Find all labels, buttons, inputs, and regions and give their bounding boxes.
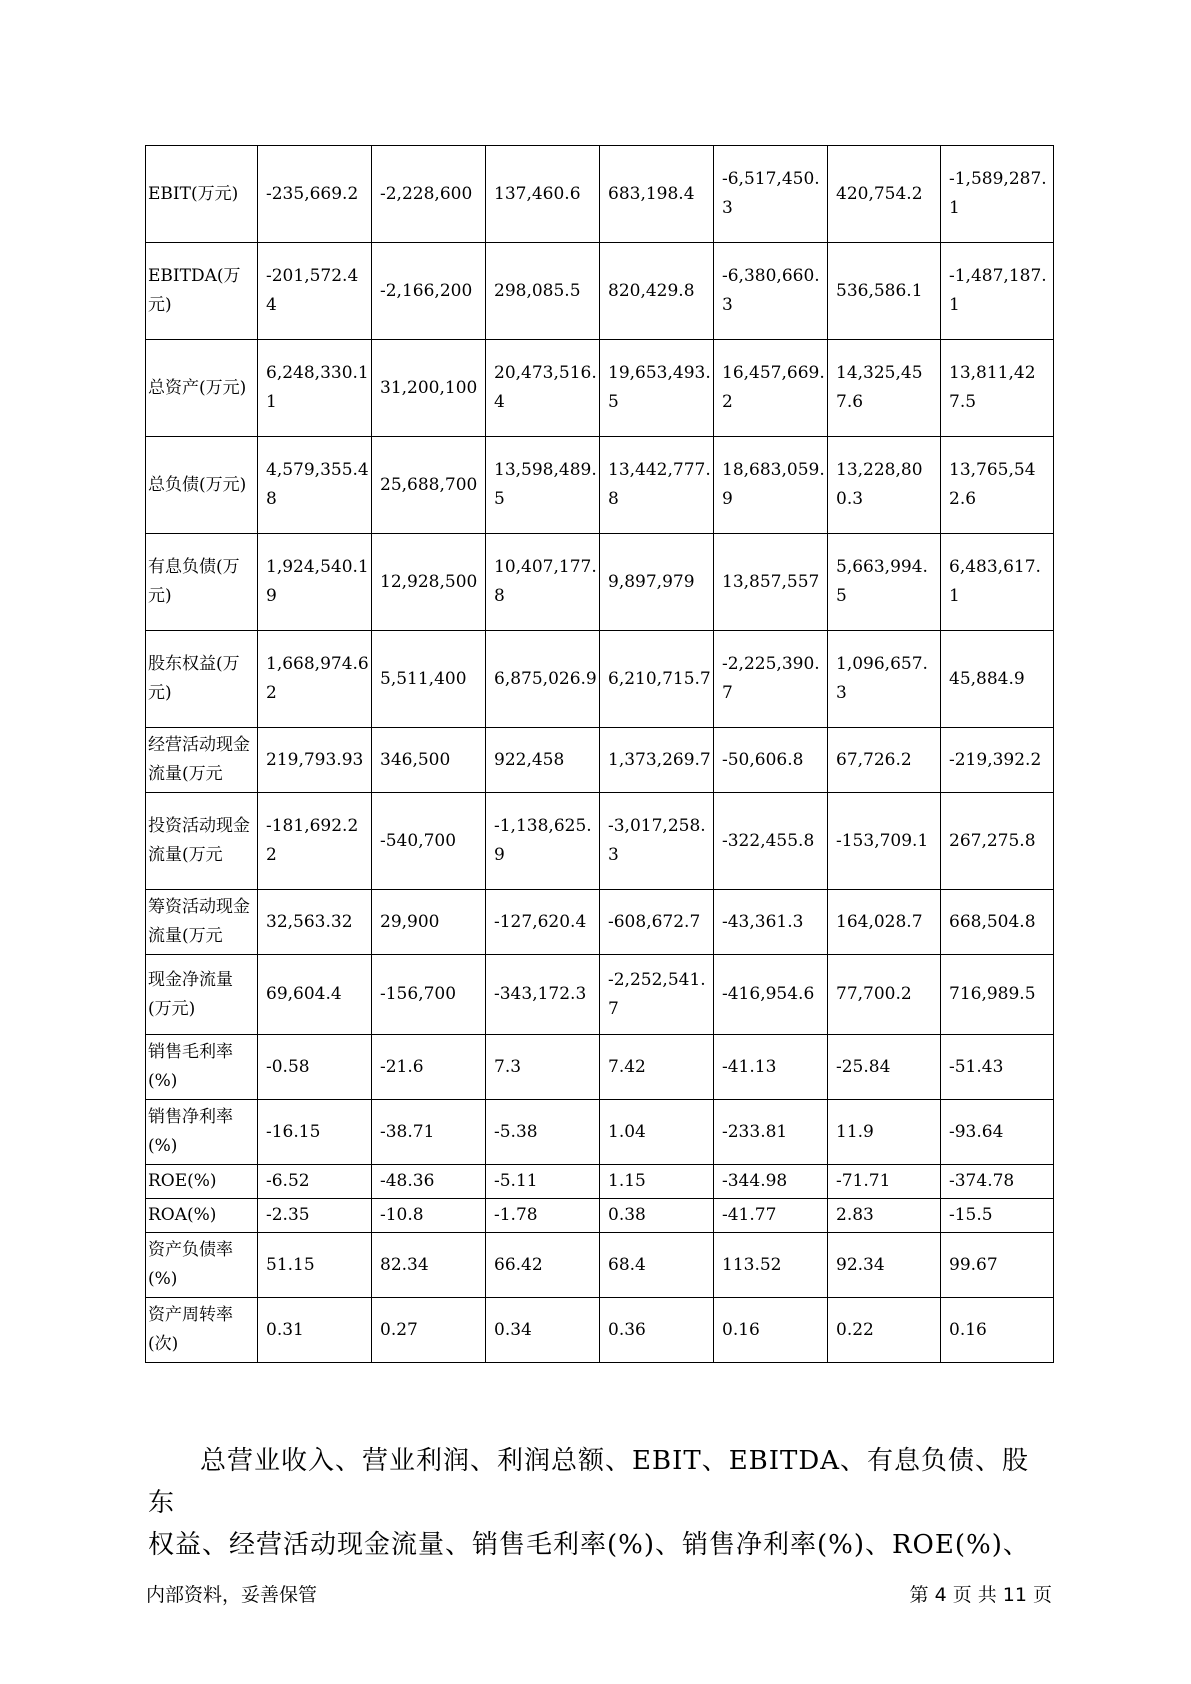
table-cell: 0.36 <box>600 1298 714 1363</box>
table-cell: -219,392.2 <box>941 728 1054 793</box>
footer-confidential-note: 内部资料，妥善保管 <box>146 1584 318 1606</box>
table-cell: 11.9 <box>828 1100 941 1165</box>
table-row <box>146 793 1054 890</box>
table-cell: -38.71 <box>372 1100 486 1165</box>
table-cell: -1.78 <box>486 1199 600 1233</box>
table-row <box>146 146 1054 243</box>
table-cell: 267,275.8 <box>941 793 1054 890</box>
table-cell: 16,457,669.2 <box>714 340 828 437</box>
table-cell: -2.35 <box>258 1199 372 1233</box>
table-cell: -1,589,287.1 <box>941 146 1054 243</box>
table-cell: 298,085.5 <box>486 243 600 340</box>
table-cell: 1,668,974.62 <box>258 631 372 728</box>
table-cell: 536,586.1 <box>828 243 941 340</box>
table-row <box>146 1298 1054 1363</box>
table-cell: 7.42 <box>600 1035 714 1100</box>
table-cell: -2,252,541.7 <box>600 955 714 1035</box>
table-cell: -16.15 <box>258 1100 372 1165</box>
table-cell: -6,517,450.3 <box>714 146 828 243</box>
table-cell: -416,954.6 <box>714 955 828 1035</box>
table-cell: -41.77 <box>714 1199 828 1233</box>
table-cell: -10.8 <box>372 1199 486 1233</box>
table-cell: 0.16 <box>714 1298 828 1363</box>
table-cell: 9,897,979 <box>600 534 714 631</box>
table-cell: 6,248,330.11 <box>258 340 372 437</box>
table-cell: 1.15 <box>600 1165 714 1199</box>
table-row <box>146 890 1054 955</box>
table-cell: 69,604.4 <box>258 955 372 1035</box>
table-cell: -181,692.22 <box>258 793 372 890</box>
row-label: 资产周转率(次) <box>146 1298 258 1363</box>
table-cell: -374.78 <box>941 1165 1054 1199</box>
body-paragraph <box>148 1440 1048 1566</box>
table-cell: 6,875,026.9 <box>486 631 600 728</box>
table-cell: 31,200,100 <box>372 340 486 437</box>
row-label: 经营活动现金流量(万元 <box>146 728 258 793</box>
table-row <box>146 1199 1054 1233</box>
row-label: 销售净利率(%) <box>146 1100 258 1165</box>
table-cell: 29,900 <box>372 890 486 955</box>
table-cell: -344.98 <box>714 1165 828 1199</box>
row-label: EBIT(万元) <box>146 146 258 243</box>
table-row <box>146 1233 1054 1298</box>
table-cell: -201,572.44 <box>258 243 372 340</box>
table-cell: 1,373,269.7 <box>600 728 714 793</box>
table-cell: -540,700 <box>372 793 486 890</box>
row-label: 现金净流量(万元) <box>146 955 258 1035</box>
table-cell: -2,228,600 <box>372 146 486 243</box>
table-cell: -25.84 <box>828 1035 941 1100</box>
table-cell: 12,928,500 <box>372 534 486 631</box>
table-cell: -0.58 <box>258 1035 372 1100</box>
row-label: 总负债(万元) <box>146 437 258 534</box>
table-cell: -6,380,660.3 <box>714 243 828 340</box>
table-cell: 82.34 <box>372 1233 486 1298</box>
table-cell: 45,884.9 <box>941 631 1054 728</box>
table-cell: -6.52 <box>258 1165 372 1199</box>
table-cell: 18,683,059.9 <box>714 437 828 534</box>
paragraph-line-1-text: 总营业收入、营业利润、利润总额、EBIT、EBITDA、有息负债、股东 <box>148 1446 1030 1518</box>
table-row <box>146 631 1054 728</box>
table-cell: -21.6 <box>372 1035 486 1100</box>
table-cell: 77,700.2 <box>828 955 941 1035</box>
table-cell: 0.27 <box>372 1298 486 1363</box>
row-label: 投资活动现金流量(万元 <box>146 793 258 890</box>
table-cell: 6,483,617.1 <box>941 534 1054 631</box>
table-cell: -3,017,258.3 <box>600 793 714 890</box>
table-cell: -1,487,187.1 <box>941 243 1054 340</box>
row-label: 股东权益(万元) <box>146 631 258 728</box>
table-cell: 137,460.6 <box>486 146 600 243</box>
table-cell: 346,500 <box>372 728 486 793</box>
table-cell: 13,765,542.6 <box>941 437 1054 534</box>
table-cell: -48.36 <box>372 1165 486 1199</box>
row-label: 销售毛利率(%) <box>146 1035 258 1100</box>
table-cell: 10,407,177.8 <box>486 534 600 631</box>
table-cell: 0.22 <box>828 1298 941 1363</box>
row-label: EBITDA(万元) <box>146 243 258 340</box>
table-cell: 13,228,800.3 <box>828 437 941 534</box>
table-cell: 0.16 <box>941 1298 1054 1363</box>
table-cell: 1,096,657.3 <box>828 631 941 728</box>
table-cell: 92.34 <box>828 1233 941 1298</box>
table-cell: -50,606.8 <box>714 728 828 793</box>
table-cell: -156,700 <box>372 955 486 1035</box>
table-cell: -608,672.7 <box>600 890 714 955</box>
table-cell: -233.81 <box>714 1100 828 1165</box>
table-cell: 13,442,777.8 <box>600 437 714 534</box>
table-body <box>146 146 1054 1363</box>
table-cell: 420,754.2 <box>828 146 941 243</box>
paragraph-line-1 <box>148 1440 1048 1524</box>
table-cell: 19,653,493.5 <box>600 340 714 437</box>
table-cell: 716,989.5 <box>941 955 1054 1035</box>
table-cell: 0.31 <box>258 1298 372 1363</box>
table-cell: 7.3 <box>486 1035 600 1100</box>
table-cell: 13,598,489.5 <box>486 437 600 534</box>
table-cell: 5,511,400 <box>372 631 486 728</box>
table-row <box>146 955 1054 1035</box>
table-cell: 14,325,457.6 <box>828 340 941 437</box>
table-cell: 20,473,516.4 <box>486 340 600 437</box>
financial-data-table <box>145 145 1054 1363</box>
row-label: ROA(%) <box>146 1199 258 1233</box>
table-cell: -71.71 <box>828 1165 941 1199</box>
table-cell: -1,138,625.9 <box>486 793 600 890</box>
table-cell: 99.67 <box>941 1233 1054 1298</box>
table-cell: -51.43 <box>941 1035 1054 1100</box>
table-cell: 13,811,427.5 <box>941 340 1054 437</box>
row-label: 资产负债率(%) <box>146 1233 258 1298</box>
table-cell: 219,793.93 <box>258 728 372 793</box>
row-label: 有息负债(万元) <box>146 534 258 631</box>
table-cell: -5.38 <box>486 1100 600 1165</box>
table-cell: 1,924,540.19 <box>258 534 372 631</box>
table-cell: -343,172.3 <box>486 955 600 1035</box>
table-cell: -41.13 <box>714 1035 828 1100</box>
table-cell: 6,210,715.7 <box>600 631 714 728</box>
table-cell: -93.64 <box>941 1100 1054 1165</box>
table-cell: -2,166,200 <box>372 243 486 340</box>
table-cell: -2,225,390.7 <box>714 631 828 728</box>
table-cell: 5,663,994.5 <box>828 534 941 631</box>
table-cell: 820,429.8 <box>600 243 714 340</box>
table-cell: 0.38 <box>600 1199 714 1233</box>
table-row <box>146 1035 1054 1100</box>
table-cell: 1.04 <box>600 1100 714 1165</box>
row-label: 总资产(万元) <box>146 340 258 437</box>
table-cell: 13,857,557 <box>714 534 828 631</box>
table-cell: -322,455.8 <box>714 793 828 890</box>
table-row <box>146 437 1054 534</box>
row-label: ROE(%) <box>146 1165 258 1199</box>
paragraph-line-2: 权益、经营活动现金流量、销售毛利率(%)、销售净利率(%)、ROE(%)、 <box>148 1530 1030 1560</box>
table-row <box>146 243 1054 340</box>
table-row <box>146 534 1054 631</box>
table-cell: 0.34 <box>486 1298 600 1363</box>
table-cell: 66.42 <box>486 1233 600 1298</box>
table-cell: 4,579,355.48 <box>258 437 372 534</box>
table-cell: 922,458 <box>486 728 600 793</box>
table-row <box>146 1165 1054 1199</box>
table-cell: 67,726.2 <box>828 728 941 793</box>
table-row <box>146 340 1054 437</box>
table-cell: 2.83 <box>828 1199 941 1233</box>
table-cell: 68.4 <box>600 1233 714 1298</box>
table-cell: -5.11 <box>486 1165 600 1199</box>
table-cell: -15.5 <box>941 1199 1054 1233</box>
table-cell: -127,620.4 <box>486 890 600 955</box>
table-cell: -43,361.3 <box>714 890 828 955</box>
table-row <box>146 728 1054 793</box>
table-cell: -235,669.2 <box>258 146 372 243</box>
table-cell: 32,563.32 <box>258 890 372 955</box>
table-cell: 683,198.4 <box>600 146 714 243</box>
table-cell: 164,028.7 <box>828 890 941 955</box>
table-cell: 25,688,700 <box>372 437 486 534</box>
footer-page-number: 第 4 页 共 11 页 <box>909 1584 1052 1606</box>
table-row <box>146 1100 1054 1165</box>
table-cell: -153,709.1 <box>828 793 941 890</box>
row-label: 筹资活动现金流量(万元 <box>146 890 258 955</box>
table-cell: 113.52 <box>714 1233 828 1298</box>
table-cell: 668,504.8 <box>941 890 1054 955</box>
table-cell: 51.15 <box>258 1233 372 1298</box>
